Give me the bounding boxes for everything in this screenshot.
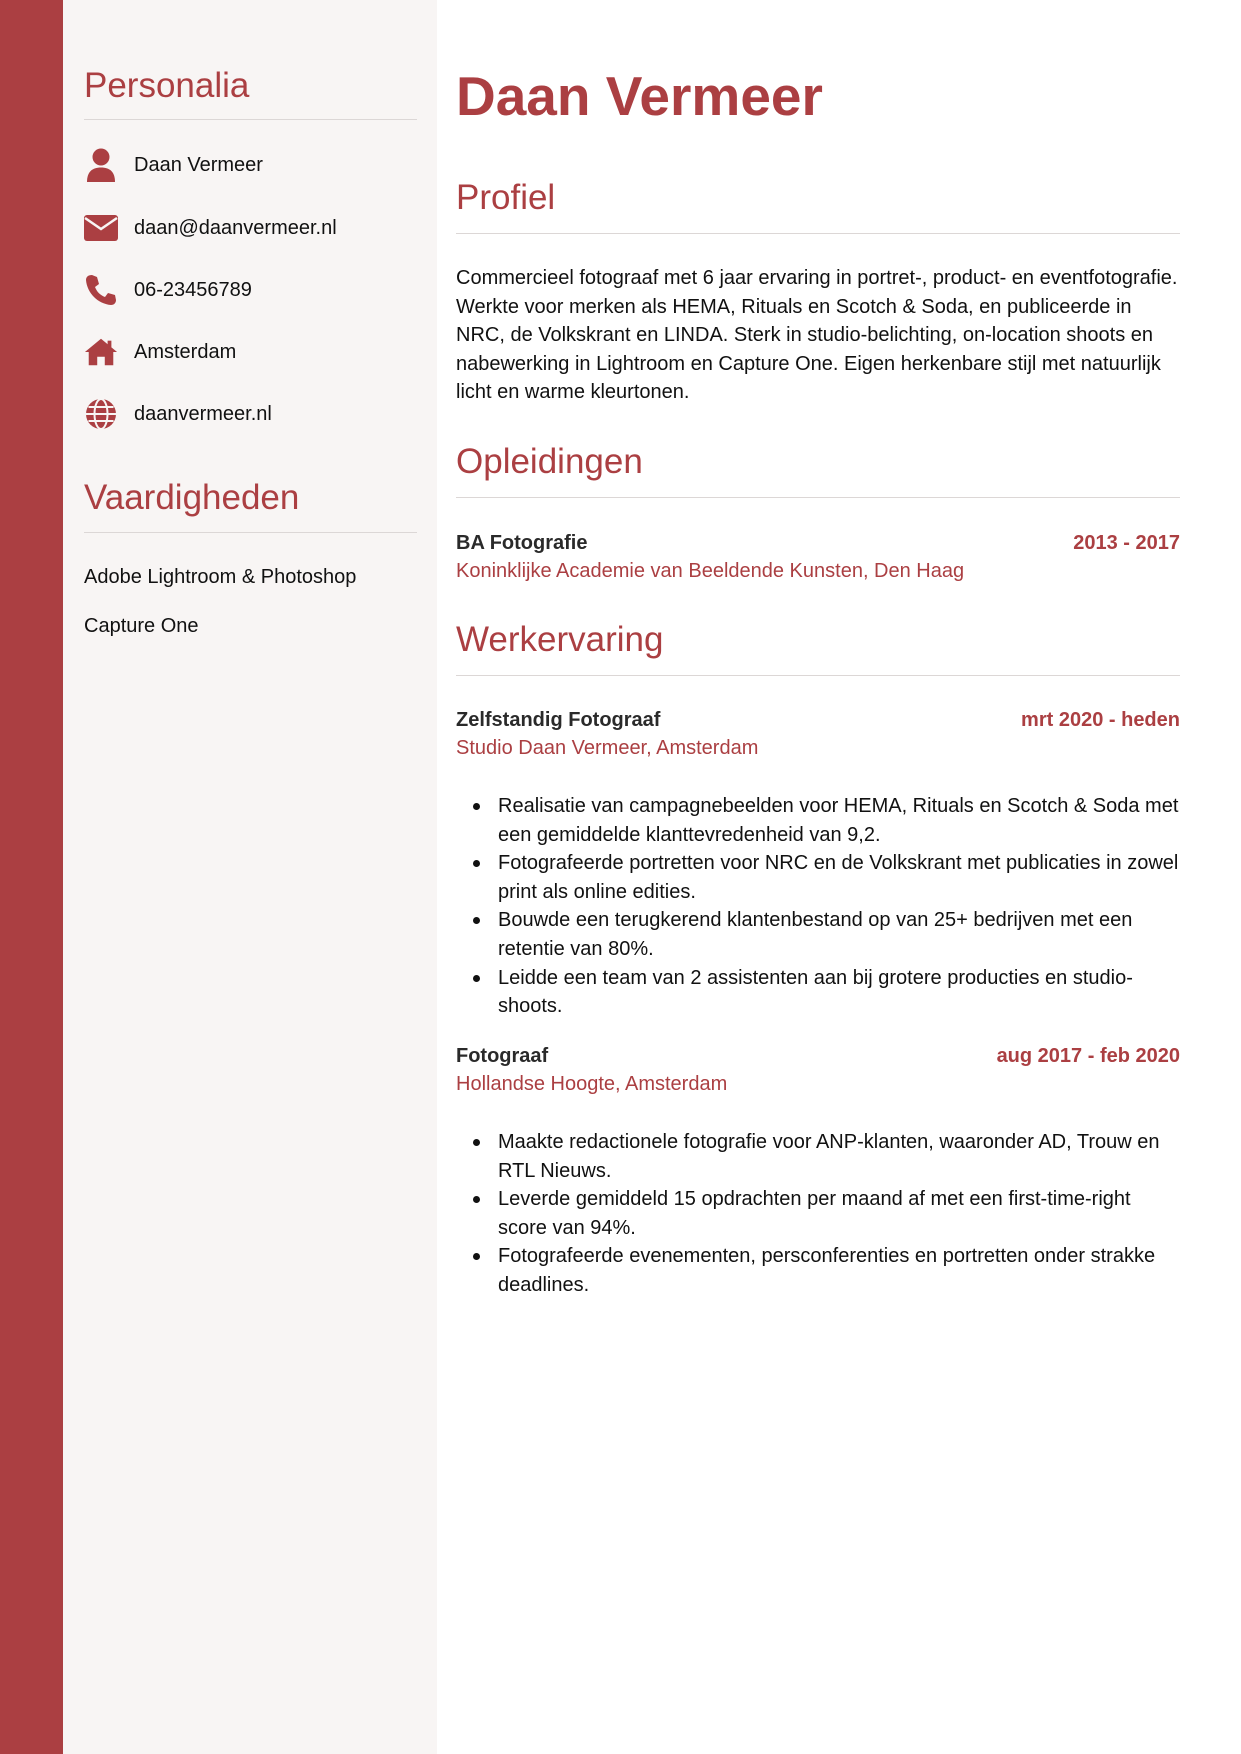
skills-divider xyxy=(84,532,417,533)
contact-phone[interactable] xyxy=(84,272,252,308)
achievement-item: Fotografeerde evenementen, persconferenties en portretten onder strakke deadlines. xyxy=(456,1242,1180,1299)
job-achievements xyxy=(456,1128,1180,1300)
achievement-item: Leidde een team van 2 assistenten aan bij grotere producties en studio-shoots. xyxy=(456,964,1180,1021)
profile-divider xyxy=(456,233,1180,234)
personal-heading: Personalia xyxy=(84,66,250,105)
contact-website[interactable] xyxy=(84,396,272,432)
education-dates: 2013 - 2017 xyxy=(1073,532,1180,554)
education-heading: Opleidingen xyxy=(456,442,643,481)
experience-heading: Werkervaring xyxy=(456,620,664,659)
job-employer: Studio Daan Vermeer, Amsterdam xyxy=(456,737,759,759)
achievement-item: Leverde gemiddeld 15 opdrachten per maand af met een first-time-right score van 94%. xyxy=(456,1185,1180,1242)
skill-item: Adobe Lightroom & Photoshop xyxy=(84,566,357,588)
profile-heading: Profiel xyxy=(456,178,556,217)
home-icon xyxy=(84,335,118,369)
profile-text: Commercieel fotograaf met 6 jaar ervaring in portret-, product- en eventfotografie. Werkte voor merken als HEMA, Rituals en Scotch & Soda, en publiceerde in NRC, de Volkskrant en LINDA. Sterk in studio-belichting, on-location shoots en nabewerking in Lightroom en Capture One. Eigen herkenbare stijl met natuurlijk licht en warme kleurtonen. xyxy=(456,267,1178,404)
skills-heading: Vaardigheden xyxy=(84,478,300,517)
envelope-icon xyxy=(84,211,118,245)
job-employer: Hollandse Hoogte, Amsterdam xyxy=(456,1073,728,1095)
contact-phone-text[interactable]: 06-23456789 xyxy=(134,278,252,301)
education-institution: Koninklijke Academie van Beeldende Kunsten, Den Haag xyxy=(456,560,965,582)
contact-email-text[interactable]: daan@daanvermeer.nl xyxy=(134,216,337,239)
contact-website-text[interactable]: daanvermeer.nl xyxy=(134,402,272,425)
job-dates: mrt 2020 - heden xyxy=(1021,709,1180,731)
experience-divider xyxy=(456,675,1180,676)
contact-location xyxy=(84,334,237,370)
job-title: Fotograaf xyxy=(456,1045,549,1067)
achievement-item: Realisatie van campagnebeelden voor HEMA, Rituals en Scotch & Soda met een gemiddelde klanttevredenheid van 9,2. xyxy=(456,792,1180,849)
phone-icon xyxy=(84,273,118,307)
education-divider xyxy=(456,497,1180,498)
contact-name xyxy=(84,147,263,183)
job-dates: aug 2017 - feb 2020 xyxy=(996,1045,1180,1067)
job-title: Zelfstandig Fotograaf xyxy=(456,709,661,731)
job-achievements xyxy=(456,792,1180,1021)
contact-email[interactable] xyxy=(84,210,337,246)
achievement-item: Bouwde een terugkerend klantenbestand op van 25+ bedrijven met een retentie van 80%. xyxy=(456,906,1180,963)
sidebar xyxy=(63,0,437,1754)
skill-item: Capture One xyxy=(84,615,199,637)
education-title: BA Fotografie xyxy=(456,532,588,554)
contact-name-text: Daan Vermeer xyxy=(134,153,263,176)
accent-bar xyxy=(0,0,63,1754)
achievement-item: Maakte redactionele fotografie voor ANP-klanten, waaronder AD, Trouw en RTL Nieuws. xyxy=(456,1128,1180,1185)
candidate-name: Daan Vermeer xyxy=(456,65,823,127)
user-icon xyxy=(84,148,118,182)
contact-location-text: Amsterdam xyxy=(134,340,237,363)
globe-icon xyxy=(84,397,118,431)
achievement-item: Fotografeerde portretten voor NRC en de Volkskrant met publicaties in zowel print als online edities. xyxy=(456,849,1180,906)
personal-divider xyxy=(84,119,417,120)
